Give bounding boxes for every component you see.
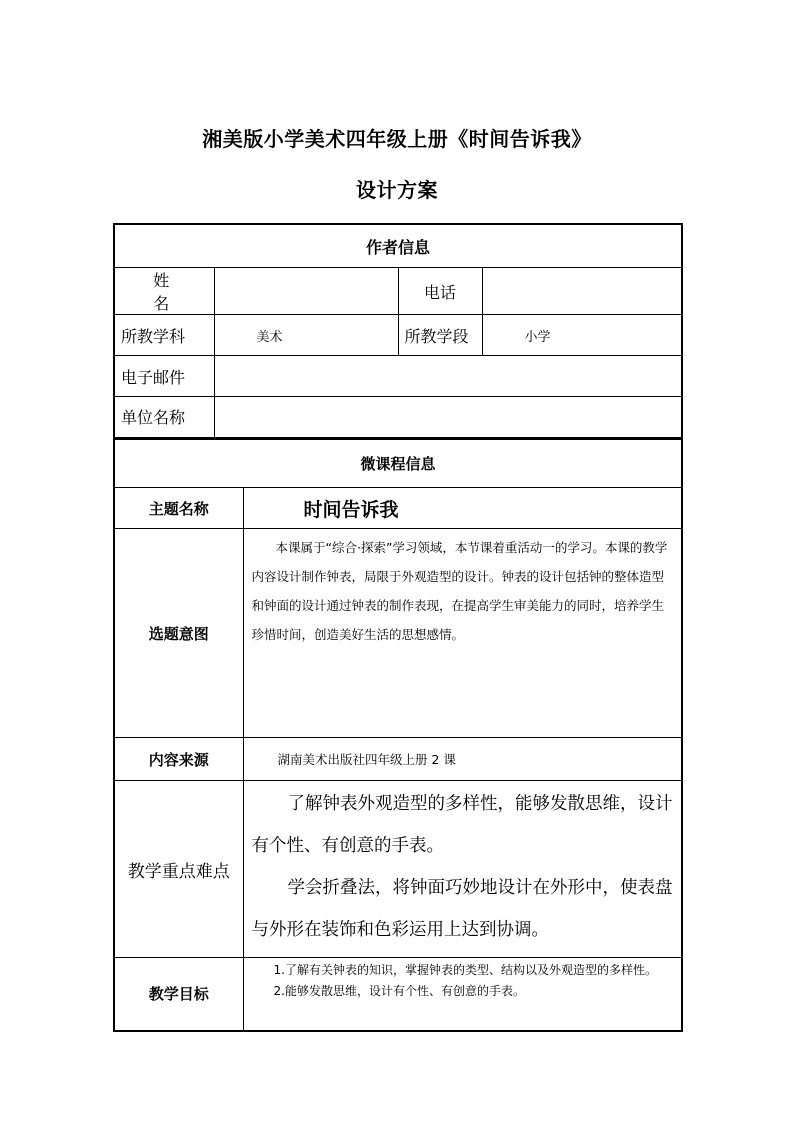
keypoints-paragraph: 了解钟表外观造型的多样性，能够发散思维，设计有个性、有创意的手表。 — [251, 794, 673, 856]
email-label: 电子邮件 — [114, 356, 214, 397]
email-value — [214, 356, 682, 397]
goal-item: 2.能够发散思维，设计有个性、有创意的手表。 — [273, 984, 525, 998]
unit-label: 单位名称 — [114, 397, 214, 438]
name-label: 姓 名 — [114, 268, 214, 315]
subject-value: 美术 — [214, 315, 398, 356]
source-label: 内容来源 — [114, 738, 243, 781]
stage-value: 小学 — [482, 315, 682, 356]
goals-text — [243, 958, 682, 1031]
stage-label: 所教学段 — [398, 315, 482, 356]
keypoints-label: 教学重点难点 — [114, 781, 243, 958]
course-info-header: 微课程信息 — [114, 439, 682, 488]
author-info-table — [113, 223, 683, 439]
intent-text: 本课属于“综合·探索”学习领域，本节课着重活动一的学习。本课的教学内容设计制作钟表，局限于外观造型的设计。钟表的设计包括钟的整体造型和钟面的设计通过钟表的制作表现，在提高学生审美能力的同时，培养学生珍惜时间，创造美好生活的思想感情。 — [243, 529, 682, 738]
document-subtitle: 设计方案 — [356, 178, 438, 202]
keypoints-paragraph: 学会折叠法，将钟面巧妙地设计在外形中，使表盘与外形在装饰和色彩运用上达到协调。 — [251, 878, 673, 940]
phone-value — [482, 268, 682, 315]
topic-label: 主题名称 — [114, 488, 243, 529]
phone-label: 电话 — [398, 268, 482, 315]
topic-value: 时间告诉我 — [243, 488, 682, 529]
subject-label: 所教学科 — [114, 315, 214, 356]
keypoints-text — [243, 781, 682, 958]
name-value — [214, 268, 398, 315]
course-info-table — [113, 438, 683, 1032]
goal-item: 1.了解有关钟表的知识，掌握钟表的类型、结构以及外观造型的多样性。 — [273, 963, 657, 977]
intent-label: 选题意图 — [114, 529, 243, 738]
unit-value — [214, 397, 682, 438]
goals-label: 教学目标 — [114, 958, 243, 1031]
author-info-header: 作者信息 — [114, 224, 682, 268]
source-value: 湖南美术出版社四年级上册 2 课 — [243, 738, 682, 781]
document-title: 湘美版小学美术四年级上册《时间告诉我》 — [202, 127, 592, 151]
